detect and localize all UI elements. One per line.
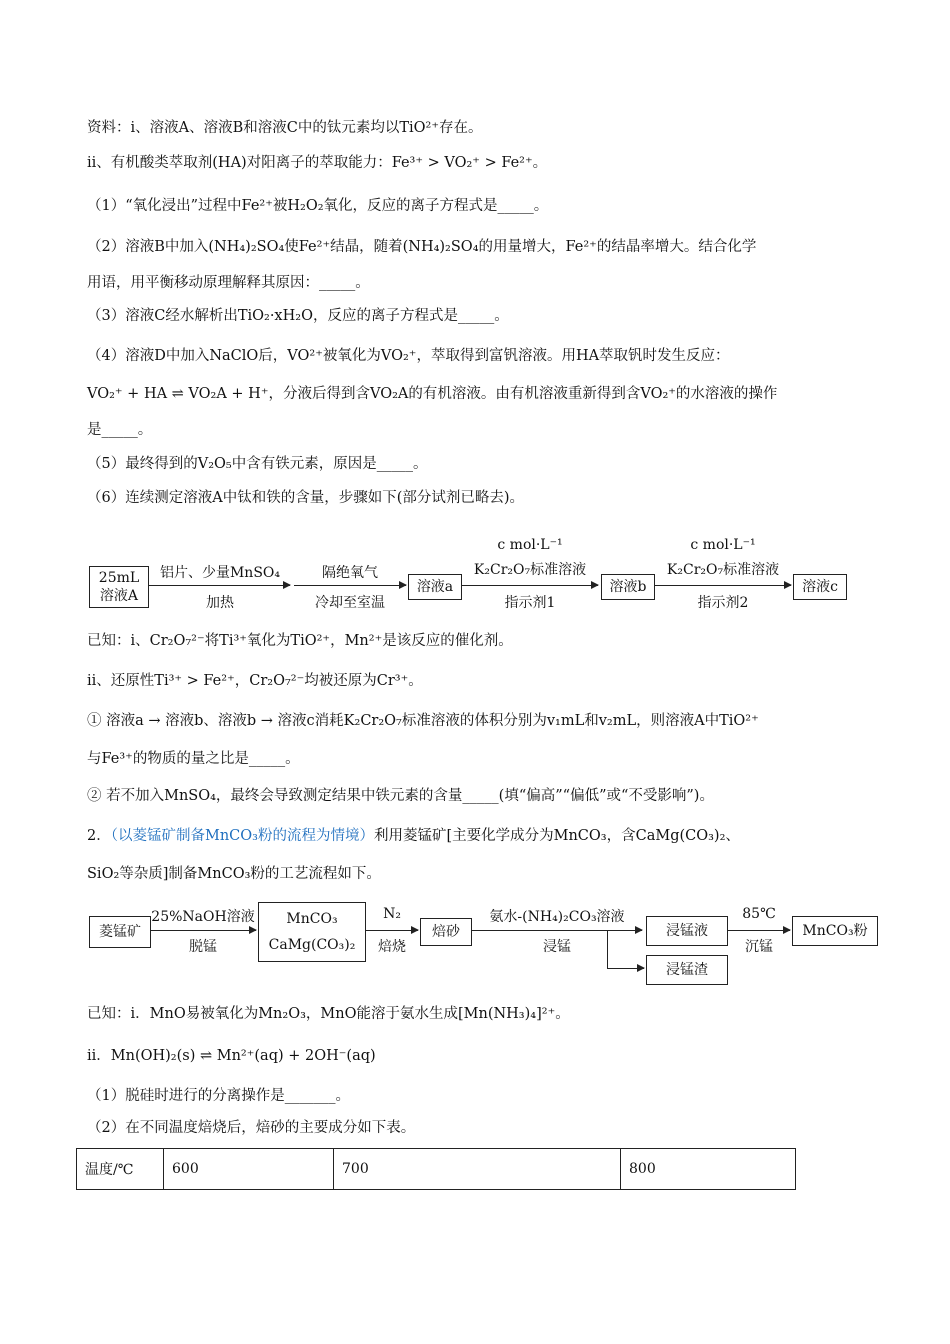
flow-box-mixture xyxy=(258,902,366,962)
text-line: （2）在不同温度焙烧后，焙砂的主要成分如下表。 xyxy=(87,1120,416,1136)
mixture-component: MnCO₃ xyxy=(286,911,338,927)
arrow-label: 氨水-(NH₄)₂CO₃溶液 xyxy=(489,909,625,925)
arrow-label: 焙烧 xyxy=(378,939,406,955)
text-line: 资料：ⅰ、溶液A、溶液B和溶液C中的钛元素均以TiO²⁺存在。 xyxy=(87,120,483,136)
question-text: 利用菱锰矿[主要化学成分为MnCO₃，含CaMg(CO₃)₂、 xyxy=(373,828,740,844)
branch-line xyxy=(607,930,608,969)
text-line: （1）“氧化浸出”过程中Fe²⁺被H₂O₂氧化，反应的离子方程式是_____。 xyxy=(87,198,549,214)
flow-box-leach-residue: 浸锰渣 xyxy=(646,955,728,985)
text-line: 用语，用平衡移动原理解释其原因：_____。 xyxy=(87,275,370,291)
flow-arrow xyxy=(148,585,290,586)
flow-box-solution-a: 溶液a xyxy=(408,574,462,600)
text-line: ii．Mn(OH)₂(s) ⇌ Mn²⁺(aq) + 2OH⁻(aq) xyxy=(87,1048,376,1064)
table-header-cell: 800 xyxy=(621,1149,796,1190)
text-line: ⅱ、有机酸类萃取剂(HA)对阳离子的萃取能力：Fe³⁺ > VO₂⁺ > Fe²⁺。 xyxy=(87,155,548,171)
text-line: SiO₂等杂质]制备MnCO₃粉的工艺流程如下。 xyxy=(87,866,381,882)
text-line: ⅱ、还原性Ti³⁺ > Fe²⁺，Cr₂O₇²⁻均被还原为Cr³⁺。 xyxy=(87,673,423,689)
text-line: ① 溶液a → 溶液b、溶液b → 溶液c消耗K₂Cr₂O₇标准溶液的体积分别为v₁mL和v₂mL，则溶液A中TiO²⁺ xyxy=(87,713,759,729)
text-line: （4）溶液D中加入NaClO后，VO²⁺被氧化为VO₂⁺，萃取得到富钒溶液。用HA萃取钒时发生反应： xyxy=(87,348,730,364)
text-line: 是_____。 xyxy=(87,422,153,438)
flow-box-product: MnCO₃粉 xyxy=(792,916,878,946)
arrow-label: 加热 xyxy=(206,595,234,611)
flow-box-solution-A: 25mL 溶液A xyxy=(89,566,149,608)
text-line: （6）连续测定溶液A中钛和铁的含量，步骤如下(部分试剂已略去)。 xyxy=(87,490,525,506)
arrow-label: N₂ xyxy=(383,906,401,922)
text-line: （2）溶液B中加入(NH₄)₂SO₄使Fe²⁺结晶，随着(NH₄)₂SO₄的用量增大，Fe²⁺的结晶率增大。结合化学 xyxy=(87,239,757,255)
text-line: ② 若不加入MnSO₄，最终会导致测定结果中铁元素的含量_____(填“偏高”“偏低”或“不受影响”)。 xyxy=(87,788,714,804)
arrow-label: 铝片、少量MnSO₄ xyxy=(159,565,281,581)
flow-arrow xyxy=(150,930,256,931)
text-line: （3）溶液C经水解析出TiO₂·xH₂O，反应的离子方程式是_____。 xyxy=(87,308,509,324)
flow-arrow xyxy=(655,585,791,586)
text-line: （1）脱硅时进行的分离操作是_______。 xyxy=(87,1088,350,1104)
flow-box-calcine: 焙砂 xyxy=(420,918,472,946)
arrow-label: K₂Cr₂O₇标准溶液 xyxy=(473,562,587,578)
question-2-line xyxy=(87,826,740,846)
mixture-component: CaMg(CO₃)₂ xyxy=(268,937,356,953)
flow-arrow xyxy=(366,930,418,931)
arrow-label: 冷却至室温 xyxy=(315,595,385,611)
arrow-label: 脱锰 xyxy=(189,939,217,955)
calcine-composition-table xyxy=(76,1148,796,1190)
arrow-label: 25%NaOH溶液 xyxy=(151,909,255,925)
flow-box-solution-b: 溶液b xyxy=(601,574,655,600)
table-header-cell: 温度/℃ xyxy=(77,1149,164,1190)
arrow-label: 浸锰 xyxy=(543,939,571,955)
table-header-cell: 700 xyxy=(334,1149,621,1190)
flow-arrow xyxy=(294,585,406,586)
arrow-label: K₂Cr₂O₇标准溶液 xyxy=(666,562,780,578)
flow-arrow xyxy=(728,930,790,931)
concentration-label: c mol·L⁻¹ xyxy=(690,537,756,553)
question-number: 2． xyxy=(87,828,111,844)
flow-box-leach-liquor: 浸锰液 xyxy=(646,916,728,946)
concentration-label: c mol·L⁻¹ xyxy=(497,537,563,553)
flow-box-ore: 菱锰矿 xyxy=(89,916,151,948)
table-header-cell: 600 xyxy=(164,1149,334,1190)
table-row xyxy=(77,1149,796,1190)
text-line: VO₂⁺ + HA ⇌ VO₂A + H⁺，分液后得到含VO₂A的有机溶液。由有机溶液重新得到含VO₂⁺的水溶液的操作 xyxy=(87,386,778,402)
text-line: 已知：i．MnO易被氧化为Mn₂O₃，MnO能溶于氨水生成[Mn(NH₃)₄]²⁺。 xyxy=(87,1006,570,1022)
arrow-label: 指示剂2 xyxy=(697,595,749,611)
text-line: 与Fe³⁺的物质的量之比是_____。 xyxy=(87,751,300,767)
arrow-label: 85℃ xyxy=(742,906,776,922)
text-line: 已知：ⅰ、Cr₂O₇²⁻将Ti³⁺氧化为TiO²⁺，Mn²⁺是该反应的催化剂。 xyxy=(87,633,513,649)
flow-arrow xyxy=(472,930,642,931)
text-line: （5）最终得到的V₂O₅中含有铁元素，原因是_____。 xyxy=(87,456,428,472)
question-context: （以菱锰矿制备MnCO₃粉的流程为情境） xyxy=(110,828,374,844)
flow-arrow xyxy=(462,585,598,586)
arrow-label: 指示剂1 xyxy=(504,595,556,611)
flow-box-solution-c: 溶液c xyxy=(793,574,847,600)
arrow-label: 隔绝氧气 xyxy=(322,565,378,581)
flow-arrow xyxy=(607,968,644,969)
arrow-label: 沉锰 xyxy=(745,939,773,955)
